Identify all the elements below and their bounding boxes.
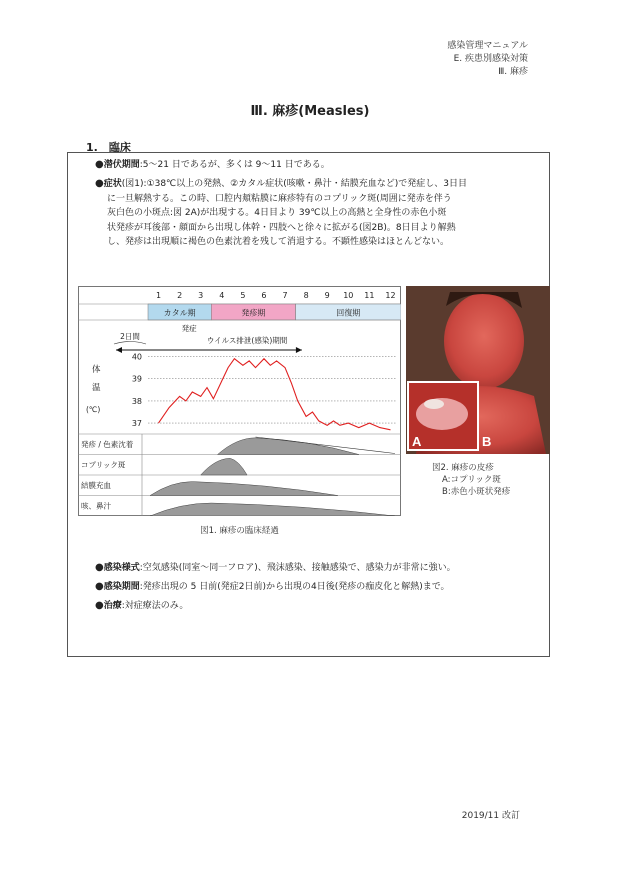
day-tick-label: 3	[198, 291, 204, 300]
bullet-icon: ●	[95, 581, 104, 592]
y-tick-label: 39	[131, 374, 142, 384]
mode-label: 感染様式	[103, 563, 140, 573]
manual-header	[447, 40, 528, 79]
page-title: Ⅲ. 麻疹(Measles)	[250, 104, 370, 119]
day-tick-label: 12	[385, 291, 396, 300]
symptom-row-label: 結膜充血	[81, 481, 111, 490]
prodrome-label: 2日間	[120, 332, 140, 341]
incubation-paragraph	[95, 158, 525, 173]
day-tick-label: 9	[324, 291, 330, 300]
y-axis-label: 温	[92, 383, 101, 393]
period-text: :発疹出現の 5 日前(発症2日前)から出現の4日後(発疹の痂皮化と解熱)まで。	[139, 582, 450, 592]
y-tick-label: 38	[131, 396, 142, 406]
symptom-duration-shape	[201, 458, 247, 475]
treatment-paragraph	[95, 599, 525, 614]
symptom-row-label: 咳、鼻汁	[81, 501, 111, 511]
y-tick-label: 37	[131, 419, 142, 429]
mode-paragraph	[95, 561, 525, 576]
y-axis-label: 体	[92, 365, 101, 375]
bullet-icon: ●	[95, 178, 104, 189]
period-paragraph	[95, 580, 525, 595]
symptoms-line: 状発疹が耳後部・顔面から出現し体幹・四肢へと徐々に拡がる(図2B)。8日目より解熱	[107, 222, 456, 233]
day-tick-label: 5	[240, 291, 246, 300]
symptom-duration-shape	[150, 482, 338, 496]
symptom-row-label: 発疹 / 色素沈着	[81, 440, 134, 449]
symptom-row-label: コプリック斑	[81, 460, 126, 470]
treatment-text: :対症療法のみ。	[121, 601, 189, 611]
fig2-caption	[432, 462, 510, 498]
symptoms-paragraph	[95, 177, 525, 250]
symptom-duration-shape	[150, 503, 395, 516]
symptoms-line: し、発疹は出現順に褐色の色素沈着を残して消退する。不顕性感染はほとんどない。	[107, 237, 450, 247]
phase-label: 発疹期	[241, 308, 266, 318]
day-tick-label: 1	[155, 291, 162, 300]
fig2-b: B:赤色小斑状発疹	[442, 487, 511, 497]
marker-b: B	[482, 434, 492, 449]
day-tick-label: 6	[261, 291, 267, 300]
day-tick-label: 4	[219, 291, 225, 300]
arrow-right-icon	[296, 347, 302, 353]
incubation-label: 潜伏期間	[103, 160, 140, 170]
onset-label: 発症	[181, 324, 197, 333]
marker-a: A	[412, 434, 422, 449]
arrow-left-icon	[116, 347, 122, 353]
symptoms-label: 症状	[103, 179, 122, 189]
day-tick-label: 11	[364, 291, 375, 300]
symptoms-line: 灰白色の小斑点:図 2A)が出現する。4日目より 39℃以上の高熱と全身性の赤色小斑	[107, 208, 447, 218]
symptoms-line: に一旦解熱する。この時、口腔内頬粘膜に麻疹特有のコプリック斑(周囲に発赤を伴う	[107, 193, 452, 204]
header-chapter: E. 疾患別感染対策	[453, 54, 528, 64]
section-heading: 1. 臨床	[86, 141, 131, 154]
treatment-label: 治療	[103, 601, 122, 611]
phase-label: カタル期	[163, 308, 196, 318]
incubation-text: :5～21 日であるが、多くは 9～11 日である。	[139, 160, 330, 170]
bullet-icon: ●	[95, 159, 104, 170]
day-tick-label: 7	[282, 291, 288, 300]
measles-rash-photo	[406, 286, 550, 454]
day-tick-label: 10	[343, 291, 354, 300]
fig1-caption: 図1. 麻疹の臨床経過	[200, 526, 279, 536]
bullet-icon: ●	[95, 562, 104, 573]
period-label: 感染期間	[103, 582, 140, 592]
revision-date: 2019/11 改訂	[461, 811, 520, 821]
header-disease: Ⅲ. 麻疹	[498, 67, 528, 77]
bullet-icon: ●	[95, 600, 104, 611]
symptoms-line: (図1):①38℃以上の発熱、②カタル症状(咳嗽・鼻汁・結膜充血など)で発症し、3日目	[121, 179, 467, 189]
photo-face	[444, 293, 524, 389]
temperature-line	[159, 359, 391, 430]
mode-text: :空気感染(同室～同一フロア)、飛沫感染、接触感染で、感染力が非常に強い。	[139, 563, 456, 573]
header-manual-title: 感染管理マニュアル	[447, 41, 528, 51]
day-tick-label: 2	[177, 291, 183, 300]
y-axis-unit: (℃)	[86, 405, 101, 414]
phase-label: 回復期	[336, 308, 361, 318]
prodrome-bracket	[114, 342, 146, 345]
y-tick-label: 40	[131, 352, 142, 362]
clinical-course-chart	[78, 286, 401, 516]
symptom-duration-shape	[218, 438, 359, 455]
fig2-a: A:コプリック斑	[442, 475, 501, 485]
shedding-label: ウイルス排泄(感染)期間	[206, 336, 288, 345]
day-tick-label: 8	[303, 291, 309, 300]
koplik-teeth	[424, 399, 444, 409]
fig2-title: 図2. 麻疹の皮疹	[432, 463, 494, 473]
